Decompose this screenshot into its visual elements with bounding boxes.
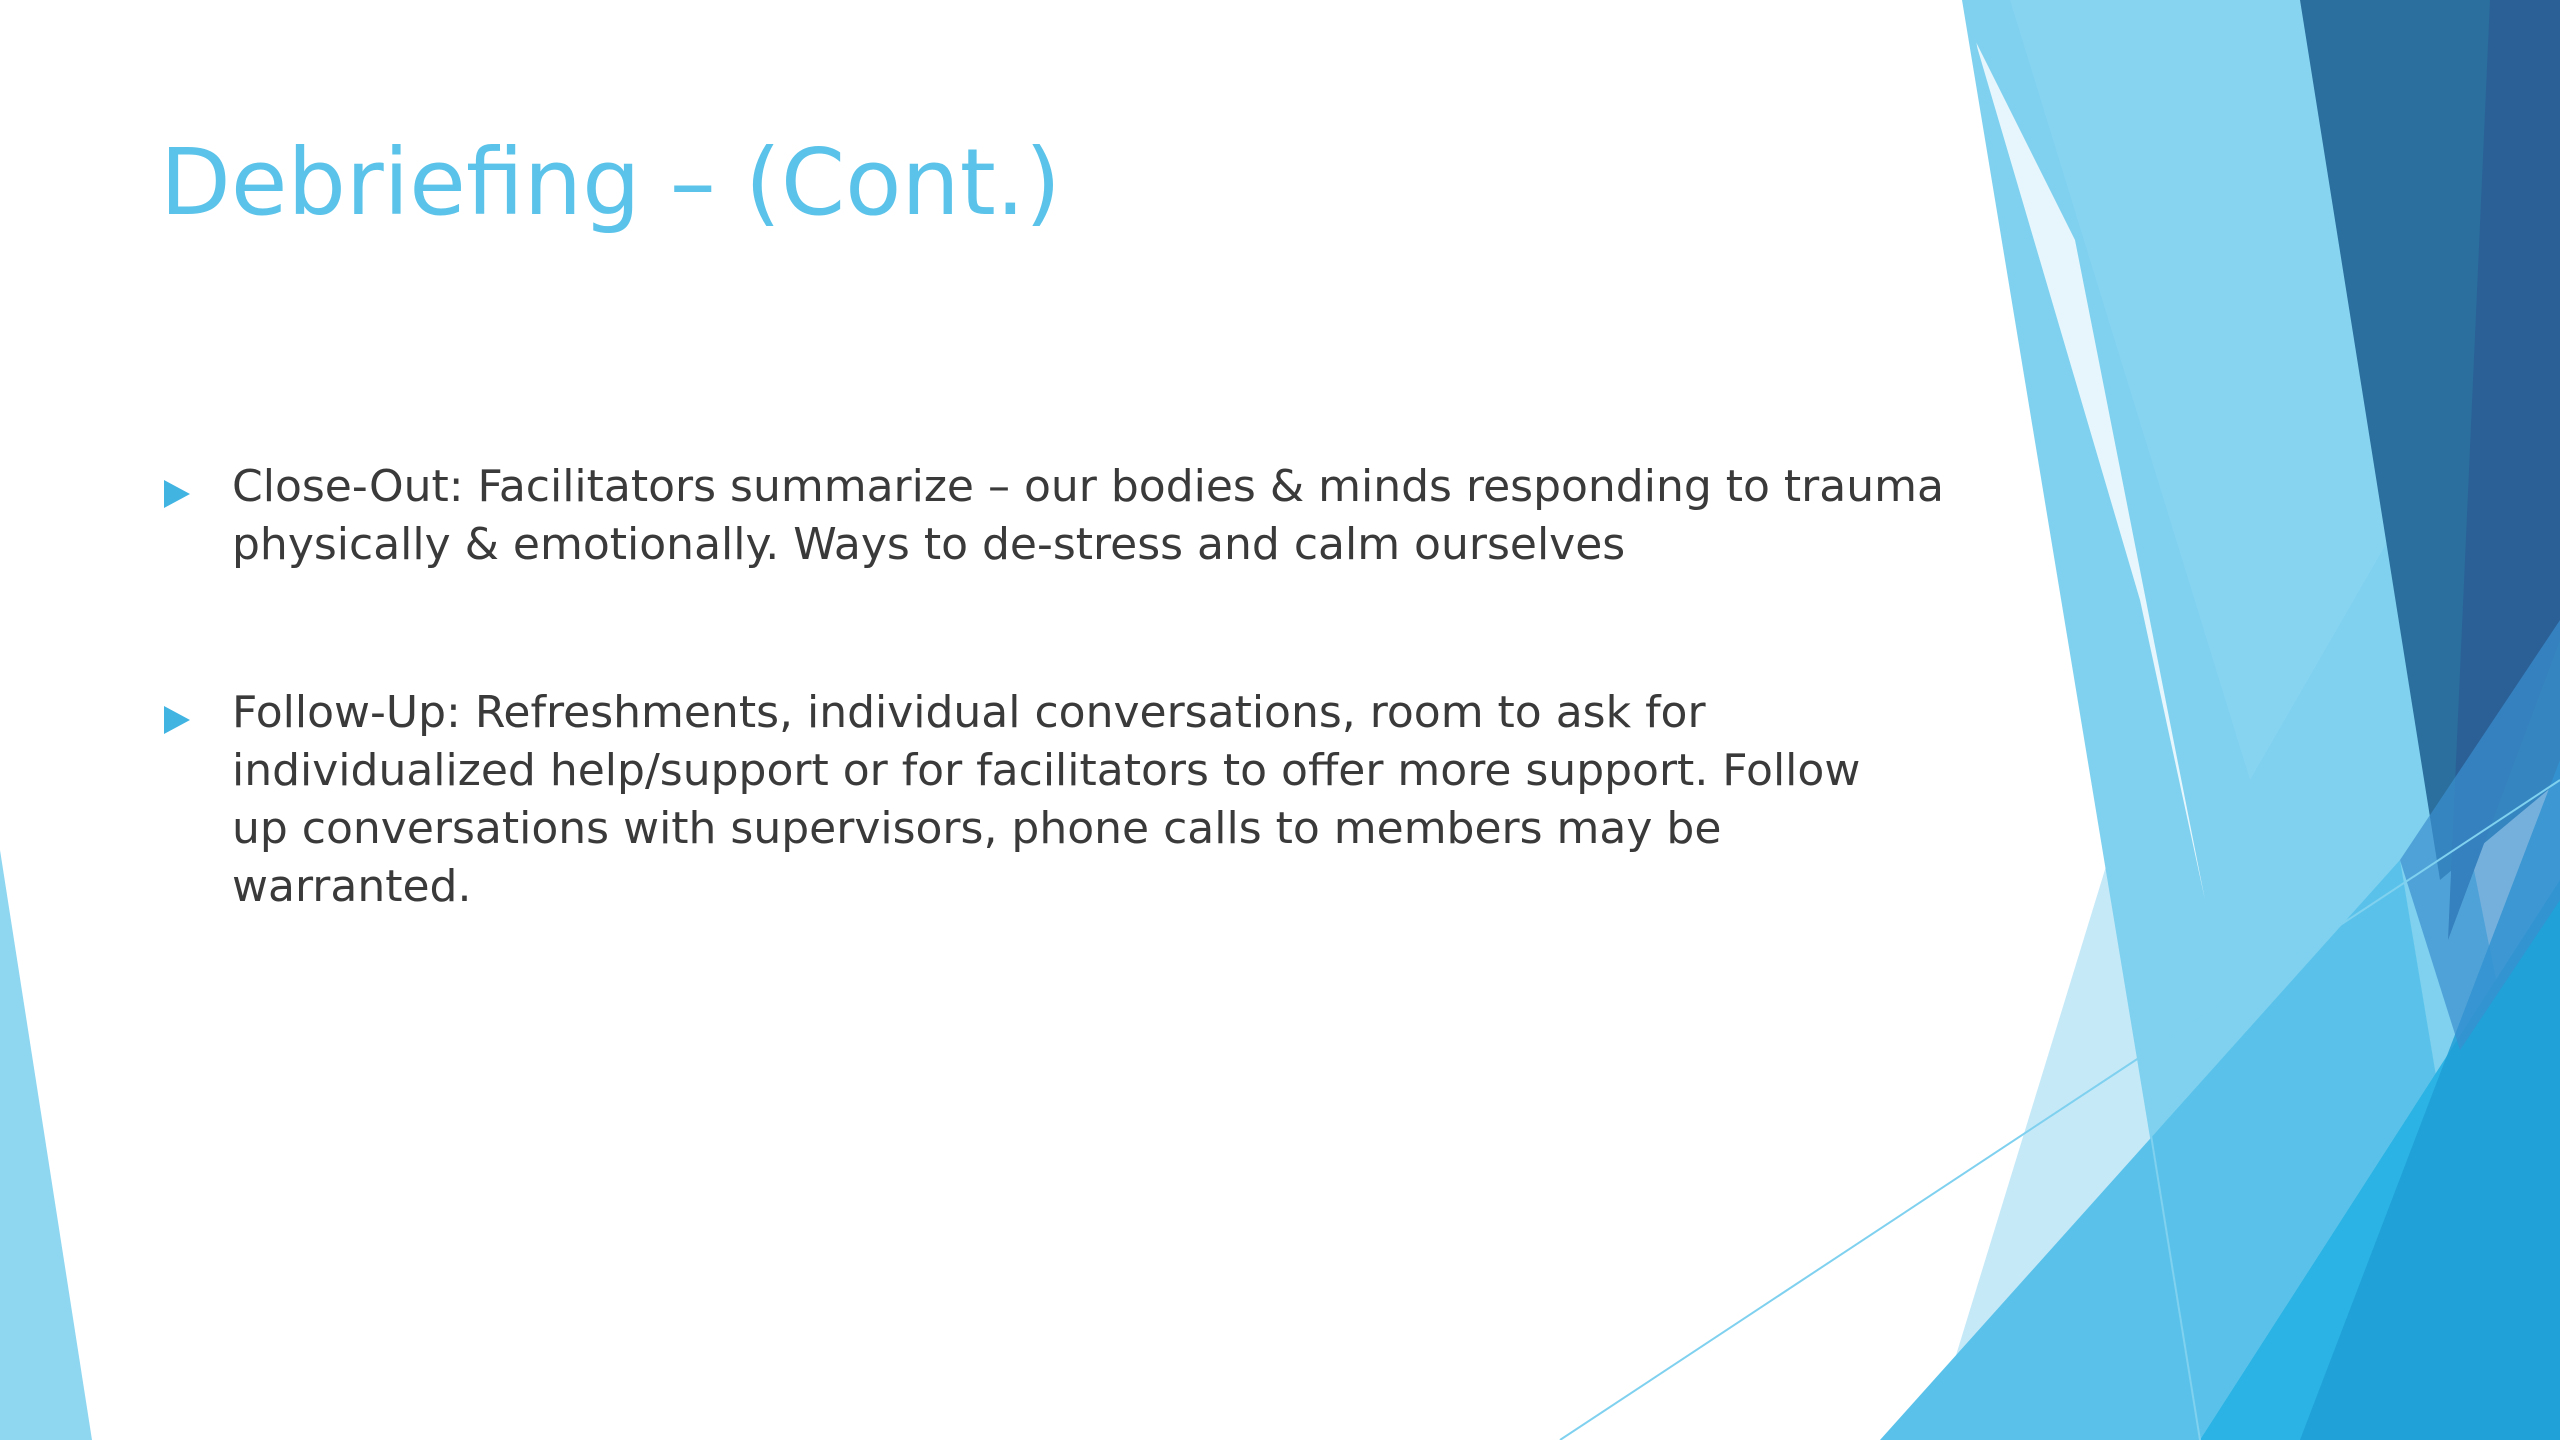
bullet-text: Follow-Up: Refreshments, individual conversations, room to ask for individualized help/support or for facilitators to offer more support. Follow up conversations with supervisors, phone calls to members may be warranted. <box>232 687 1861 912</box>
bullet-list <box>160 458 1960 1026</box>
triangle-right-icon <box>164 480 190 508</box>
bullet-item-follow-up <box>160 684 1960 916</box>
triangle-right-icon <box>164 706 190 734</box>
bullet-text: Close-Out: Facilitators summarize – our bodies & minds responding to trauma physically & emotionally. Ways to de-stress and calm ourselves <box>232 461 1944 570</box>
left-edge-shape <box>0 850 92 1440</box>
slide-title: Debriefing – (Cont.) <box>160 129 1061 236</box>
bullet-item-close-out <box>160 458 1960 574</box>
